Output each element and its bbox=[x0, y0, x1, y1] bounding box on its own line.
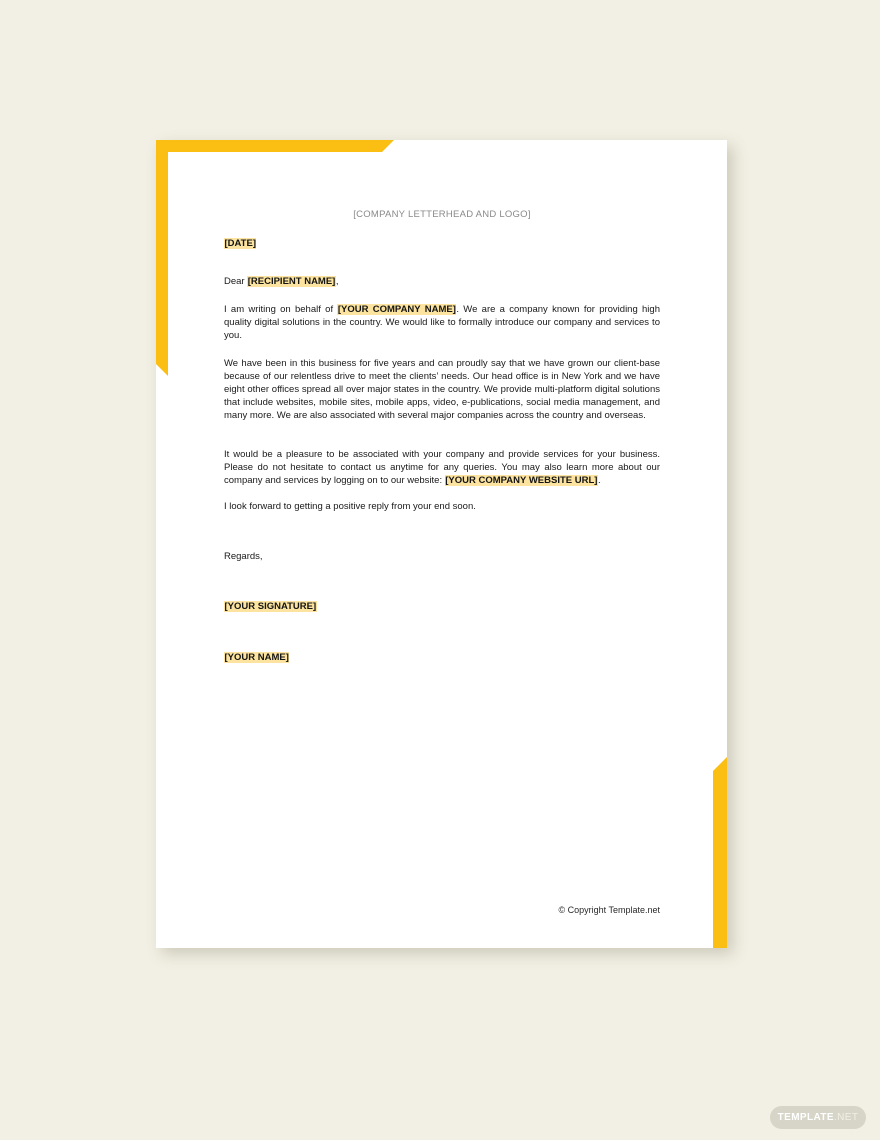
recipient-name-placeholder[interactable]: [RECIPIENT NAME] bbox=[247, 276, 336, 287]
paragraph-3-before: It would be a pleasure to be associated with your company and provide services for your business. Please do not hesitate to contact us anytime for any queries. You may also learn more about our company and services by logging on to our website: bbox=[224, 449, 660, 486]
paragraph-4: I look forward to getting a positive reply from your end soon. bbox=[224, 501, 476, 512]
paragraph-1 bbox=[224, 303, 660, 342]
bottom-right-vertical-accent-bar bbox=[713, 757, 727, 948]
template-net-badge[interactable] bbox=[770, 1106, 866, 1129]
salutation-suffix: , bbox=[335, 276, 339, 287]
top-left-vertical-accent-bar bbox=[156, 140, 168, 376]
paragraph-1-before: I am writing on behalf of bbox=[224, 304, 338, 315]
letter-content bbox=[224, 140, 660, 948]
signature-placeholder[interactable]: [YOUR SIGNATURE] bbox=[224, 601, 317, 612]
paragraph-1-after: . We are a company known for providing high quality digital solutions in the country. We would like to formally introduce our company and services to you. bbox=[224, 304, 660, 341]
sender-name-placeholder[interactable]: [YOUR NAME] bbox=[224, 652, 289, 663]
company-letterhead-placeholder: [COMPANY LETTERHEAD AND LOGO] bbox=[353, 209, 531, 220]
paragraph-3-after: . bbox=[597, 475, 601, 486]
copyright-notice: © Copyright Template.net bbox=[558, 905, 660, 915]
salutation-line bbox=[224, 276, 339, 287]
closing-line: Regards, bbox=[224, 551, 263, 562]
paragraph-2: We have been in this business for five years and can proudly say that we have grown our client-base because of our relentless drive to meet the clients’ needs. Our head office is in New York and we have eight other offices spread all over major states in the country. We provide multi-platform digital solutions that include websites, mobile sites, mobile apps, video, e-publications, social media management, and many more. We are also associated with several major companies across the country and overseas. bbox=[224, 358, 660, 421]
company-website-url-placeholder[interactable]: [YOUR COMPANY WEBSITE URL] bbox=[445, 475, 598, 486]
date-placeholder[interactable]: [DATE] bbox=[224, 238, 256, 249]
document-page bbox=[156, 140, 727, 948]
paragraph-3 bbox=[224, 448, 660, 487]
date-line bbox=[224, 238, 256, 249]
badge-label-strong: TEMPLATE bbox=[777, 1112, 834, 1123]
badge-label-light: .NET bbox=[833, 1112, 859, 1123]
salutation-prefix: Dear bbox=[224, 276, 248, 287]
company-name-placeholder[interactable]: [YOUR COMPANY NAME] bbox=[337, 304, 456, 315]
signature-line bbox=[224, 601, 317, 612]
sender-name-line bbox=[224, 652, 289, 663]
